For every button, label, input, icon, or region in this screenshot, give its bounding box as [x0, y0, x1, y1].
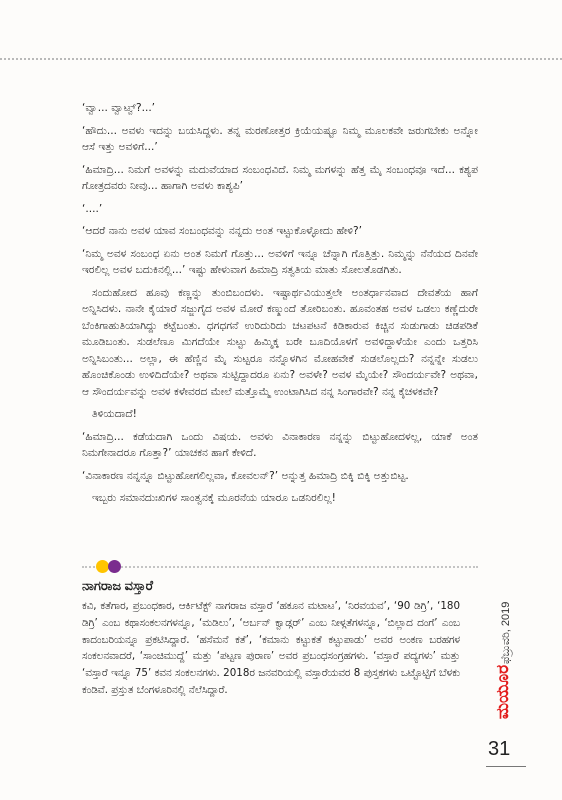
- purple-dot-icon: [108, 560, 121, 573]
- magazine-name: ಮಯೂರ: [493, 664, 513, 720]
- side-rail: [486, 568, 522, 724]
- dialogue-paragraph: ‘ವಿನಾಕಾರಣ ನನ್ನನ್ನೂ ಬಿಟ್ಟುಹೋಗಲಿಲ್ಲವಾ, ಕೋವಲನ್?’ ಅನ್ನುತ್ತ ಹಿಮಾದ್ರಿ ಬಿಕ್ಕಿ ಬಿಕ್ಕಿ ಅತ್ತುಬಿಟ್ಟ.: [82, 469, 409, 482]
- narrative-paragraph: ತಿಳಿಯದಾದೆ!: [92, 408, 137, 420]
- dialogue-paragraph: ‘ಆದರೆ ನಾನು ಅವಳ ಯಾವ ಸಂಬಂಧವನ್ನು ನನ್ನದು ಅಂತ ಇಟ್ಟುಕೊಳ್ಳೋದು ಹೇಳಿ?’: [82, 225, 363, 237]
- page-number-rule: [486, 766, 526, 767]
- story-body: [82, 100, 478, 513]
- dialogue-paragraph: ‘ಹೌದು... ಅವಳು ಇದನ್ನು ಬಯಸಿದ್ದಳು. ತನ್ನ ಮರಣೋತ್ತರ ಕ್ರಿಯೆಯಷ್ಟೂ ನಿಮ್ಮ ಮೂಲಕವೇ ಜರುಗಬೇಕು ಅನ್ನೋ ಆಸೆ ಇತ್ತು ಅವಳಿಗೆ...’: [82, 124, 478, 153]
- author-name: ನಾಗರಾಜ ವಸ್ತಾರೆ: [82, 578, 154, 593]
- section-divider: [82, 560, 478, 574]
- narrative-paragraph: ಸಂದುಹೋದ ಹೂವು ಕಣ್ಣನ್ನು ತುಂಬಿಬಂದಳು. ಇಷ್ಟಾರ್ಥವಿಯುತ್ತಲೇ ಅಂತರ್ಧಾನವಾದ ದೇವತೆಯ ಹಾಗೆ ಅನ್ನಿಸಿದಳು. ನಾನೇ ಕೈಯಾರೆ ಸಜ್ಜುಗೈದ ಅವಳ ಮೋರೆ ಕಣ್ಮುಂದೆ ತೋರಿಬಂತು. ಹೂವಂತಹ ಅವಳ ಒಡಲು ಕಣ್ಣೆದುರೇ ಬೆಂಕಿಗಾಹುತಿಯಾಗಿದ್ದು ಕಟ್ಟೆಬಂತು. ಧಗಧಗನೆ ಉರಿದುರಿದು ಚಟಪಟನೆ ಕಿಡಿಕಾರುವ ಕಿಚ್ಚಿನ ಸುಡುಗಾಡು ಚಿಡಪಡಿಕೆ ಮೂಡಿಬಂತು. ಸುಡಲೆಣೂ ಮಿಗದೆಯೇ ಸುಟ್ಟು ಹಿಮ್ಮಿಕ್ಕ ಬರೇ ಬೂದಿಯೊಳಗೆ ಅವಳಿದ್ದಾಳೆಯೇ ಎಂದು ಒತ್ತರಿಸಿ ಅನ್ನಿಸಿಬಂತು... ಅಲ್ಲಾ, ಈ ಹೆಣ್ಣಿನ ಮೈ ಸುಟ್ಟರೂ ನನ್ನೊಳಗಿನ ಮೋಹವೇಕೆ ಸುಡಲೊಲ್ಲದು? ನನ್ನನ್ನೇ ಸುಡಲು ಹೊಂಚಿಕೊಂಡು ಉಳಿದಿದೆಯೇ? ಅಥವಾ ಸುಟ್ಟಿದ್ದಾದರೂ ಏನು? ಅವಳೇ? ಅವಳ ಮೈಯೇ? ಸೌಂದರ್ಯವೇ? ಅಥವಾ, ಆ ಸೌಂದರ್ಯವನ್ನು ಅವಳ ಕಳೇವರದ ಮೇಲೆ ಮತ್ತೊಮ್ಮೆ ಉಂಟಾಗಿಸಿದ ನನ್ನ ಸಿಂಗಾರವೇ? ನನ್ನ ಕೈಚಳಕವೇ?: [82, 286, 478, 398]
- issue-date: ಫೆಬ್ರುವರಿ, 2019: [500, 601, 512, 664]
- divider-dotted-line: [82, 566, 478, 568]
- author-bio: ಕವಿ, ಕತೆಗಾರ, ಪ್ರಬಂಧಕಾರ, ಆರ್ಕಿಟೆಕ್ಟ್ ನಾಗರಾಜ ವಸ್ತಾರೆ ‘ಹಕೂನ ಮಟಾಟ’, ‘ನಿರವಯವ’, ‘90 ಡಿಗ್ರಿ’, ‘180 ಡಿಗ್ರಿ’ ಎಂಬ ಕಥಾಸಂಕಲನಗಳನ್ನೂ, ‘ಮಡಿಲು’, ‘ಅರ್ಬನ್ ಕ್ವಾಡ್ಗರ್’ ಎಂಬ ನೀಳ್ಗತೆಗಳನ್ನೂ, ‘ಬಿಲ್ಲಾದ ದಂಗೆ’ ಎಂಬ ಕಾದಂಬರಿಯನ್ನೂ ಪ್ರಕಟಿಸಿದ್ದಾರೆ. ‘ಹಸೆಮನೆ ಕತೆ’, ‘ಕಮಾನು ಕಟ್ಟುಕತೆ ಕಟ್ಟುಪಾಡು’ ಅವರ ಅಂಕಣ ಬರಹಗಳ ಸಂಕಲನವಾದರೆ, ‘ಸಾಂಚಿಮುದ್ದೆ’ ಮತ್ತು ‘ಪಟ್ಟಣ ಪುರಾಣ’ ಅವರ ಪ್ರಬಂಧಸಂಗ್ರಹಗಳು. ‘ವಸ್ತಾರೆ ಪದ್ಯಗಳು’ ಮತ್ತು ‘ವಸ್ತಾರೆ ಇನ್ನೂ 75’ ಕವನ ಸಂಕಲನಗಳು. 2018ರ ಜನವರಿಯಲ್ಲಿ ವಸ್ತಾರೆಯವರ 8 ಪುಸ್ತಕಗಳು ಒಟ್ಟೊಟ್ಟಿಗೆ ಬೆಳಕು ಕಂಡಿವೆ. ಪ್ರಸ್ತುತ ಬೆಂಗಳೂರಿನಲ್ಲಿ ನೆಲೆಸಿದ್ದಾರೆ.: [82, 600, 460, 696]
- top-dotted-rule: [0, 58, 562, 60]
- closing-paragraph: ಇಬ್ಬರು ಸಮಾನದುಃಖಿಗಳ ಸಾಂತ್ವನಕ್ಕೆ ಮೂರನೆಯ ಯಾರೂ ಒಡನಿರಲಿಲ್ಲ!: [92, 492, 336, 504]
- dialogue-paragraph: ‘ನಿಮ್ಮ ಅವಳ ಸಂಬಂಧ ಏನು ಅಂತ ನಿಮಗೆ ಗೊತ್ತು... ಅವಳಿಗೆ ಇನ್ನೂ ಚೆನ್ನಾಗಿ ಗೊತ್ತಿತ್ತು. ನಿಮ್ಮನ್ನು ನೆನೆಯದ ದಿನವೇ ಇರಲಿಲ್ಲ ಅವಳ ಬದುಕಿನಲ್ಲಿ...’ ಇಷ್ಟು ಹೇಳುವಾಗ ಹಿಮಾದ್ರಿ ಸತ್ವತಿಯ ಮಾತು ಸೋಲತೊಡಗಿತು.: [82, 247, 478, 276]
- dialogue-paragraph: ‘ಹಿಮಾದ್ರಿ... ಕಡೆಯದಾಗಿ ಒಂದು ವಿಷಯ. ಅವಳು ವಿನಾಕಾರಣ ನನ್ನನ್ನು ಬಿಟ್ಟುಹೋದಳಲ್ಲ, ಯಾಕೆ ಅಂತ ನಿಮಗೇನಾದರೂ ಗೊತ್ತಾ?’ ಯಾಚಕನ ಹಾಗೆ ಕೇಳಿದೆ.: [82, 430, 478, 459]
- dialogue-paragraph: ‘ಹಿಮಾದ್ರಿ... ನಿಮಗೆ ಅವಳನ್ನು ಮದುವೆಯಾದ ಸಂಬಂಧವಿದೆ. ನಿಮ್ಮ ಮಗಳನ್ನು ಹೆತ್ತ ಮೈ ಸಂಬಂಧವೂ ಇದೆ... ಕಶ್ಯಪ ಗೋತ್ರದವರು ನೀವು... ಹಾಗಾಗಿ ಅವಳು ಕಾಶ್ಯಪಿ’: [82, 163, 478, 192]
- author-box: [82, 578, 460, 699]
- magazine-logo: [488, 666, 518, 718]
- page-number: 31: [488, 738, 511, 760]
- dialogue-paragraph: ‘ವ್ವಾ... ವ್ವಾಟ್ವ್?...’: [82, 102, 156, 114]
- dialogue-paragraph: ‘....’: [82, 202, 103, 215]
